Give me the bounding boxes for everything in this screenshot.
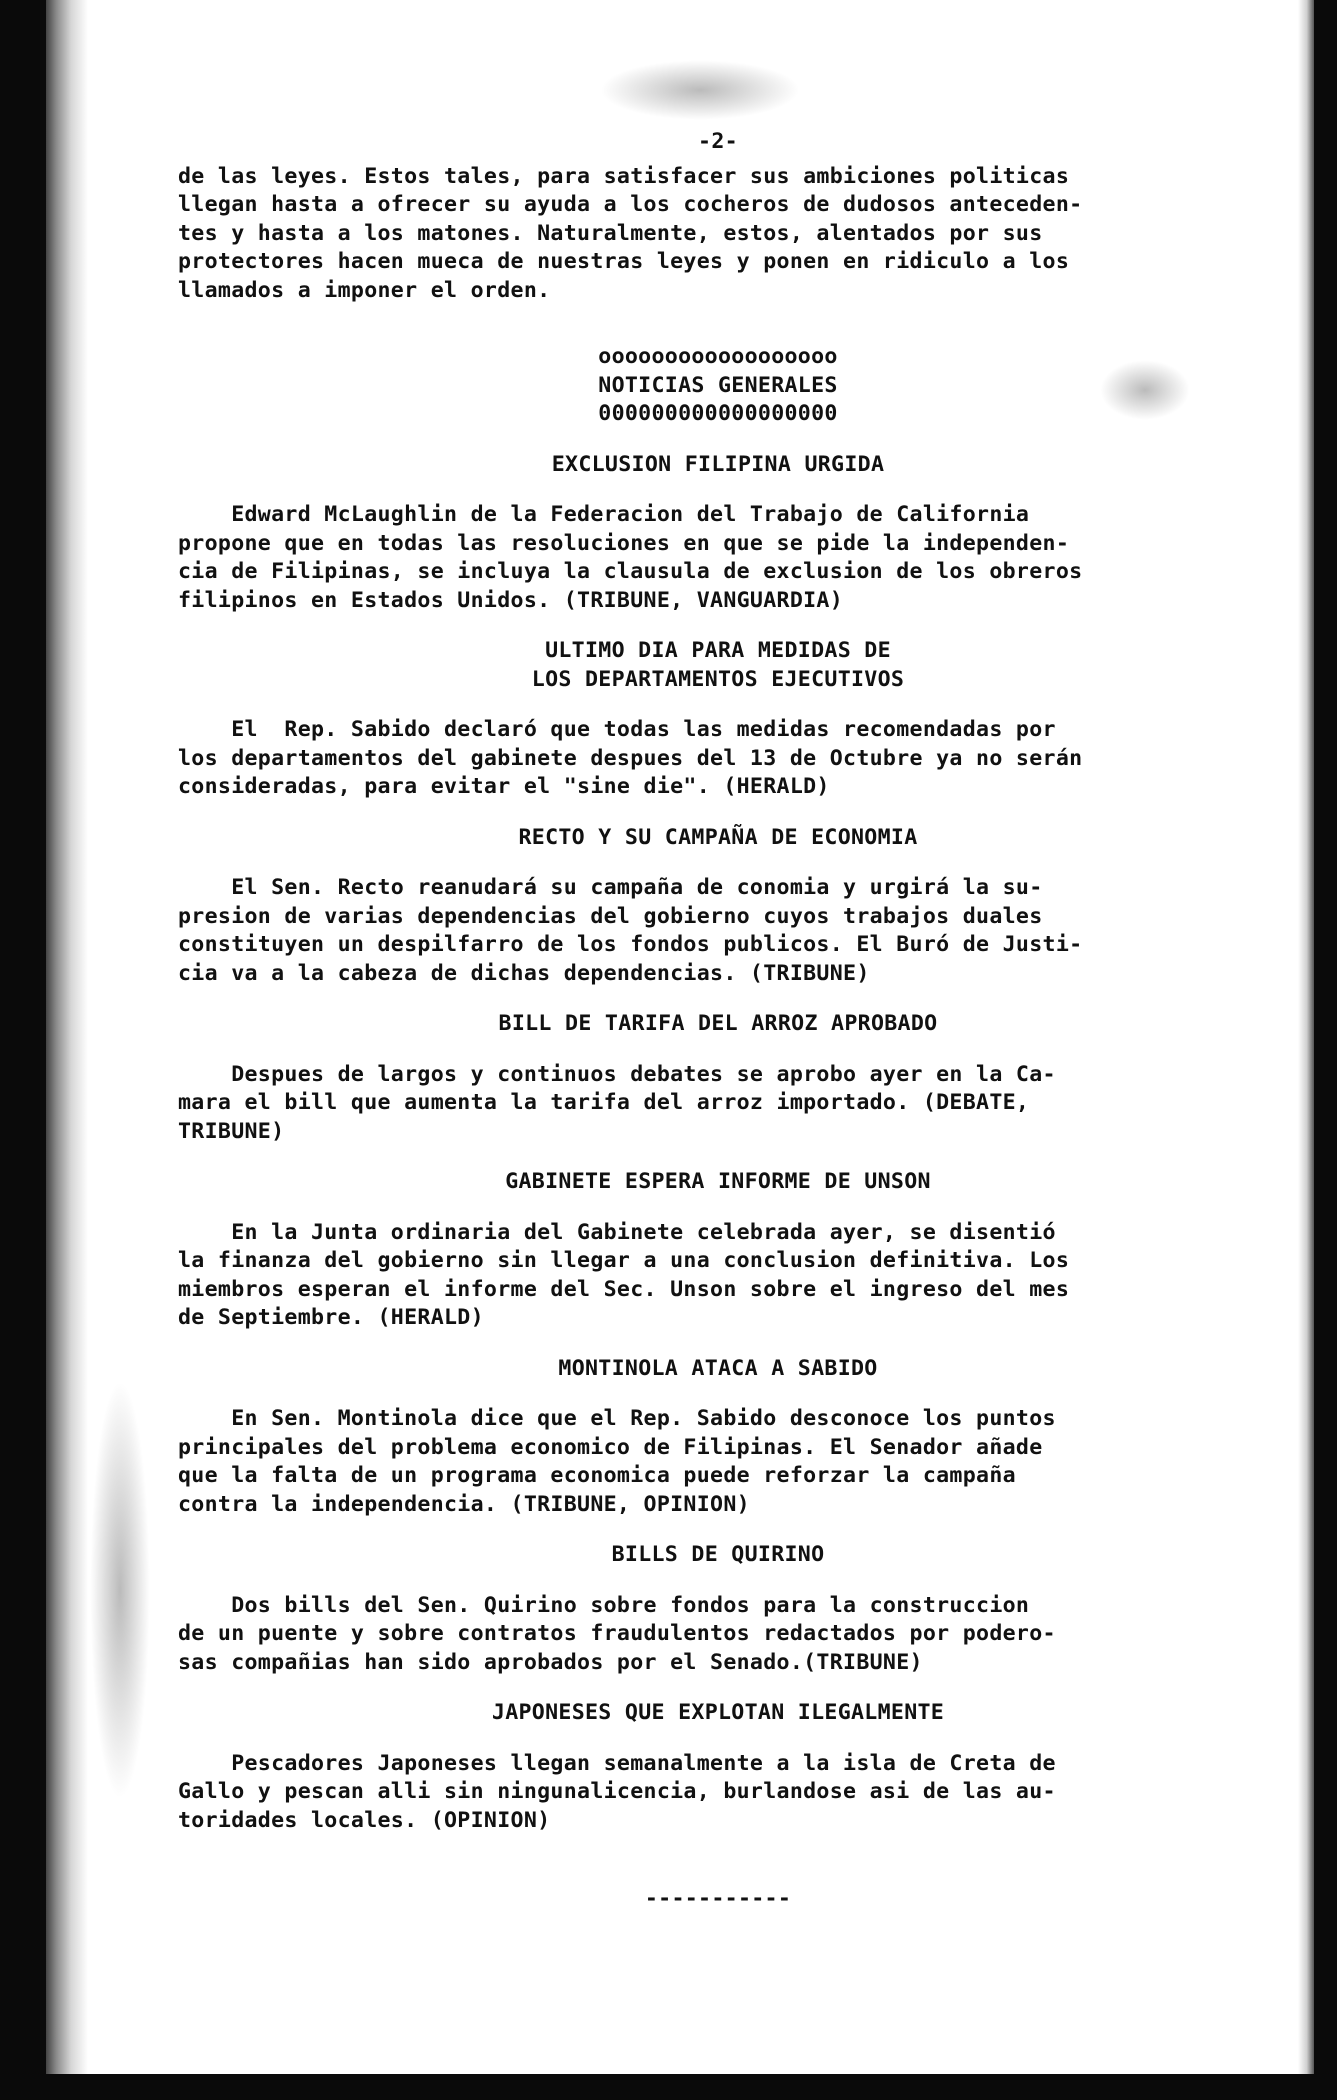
text-line: Edward McLaughlin de la Federacion del Trabajo de California <box>178 502 1030 527</box>
text-line: los departamentos del gabinete despues del 13 de Octubre ya no serán <box>178 745 1083 771</box>
text-line: propone que en todas las resoluciones en que se pide la independen- <box>178 530 1070 556</box>
text-line: cia de Filipinas, se incluya la clausula de exclusion de los obreros <box>178 559 1083 584</box>
text-line: TRIBUNE) <box>178 1118 285 1144</box>
article-paragraph <box>178 1750 1258 1836</box>
text-line: de Septiembre. (HERALD) <box>178 1305 484 1330</box>
text-line: cia va a la cabeza de dichas dependencias. (TRIBUNE) <box>178 960 870 986</box>
article-headline: GABINETE ESPERA INFORME DE UNSON <box>505 1169 931 1194</box>
article-paragraph <box>178 716 1258 802</box>
article-paragraph <box>178 1219 1258 1333</box>
article-paragraph <box>178 1405 1258 1519</box>
text-line: constituyen un despilfarro de los fondos publicos. El Buró de Justi- <box>178 932 1083 957</box>
page-left-edge-shadow <box>46 0 88 2074</box>
text-line: llegan hasta a ofrecer su ayuda a los cocheros de dudosos anteceden- <box>178 192 1083 217</box>
article-headline: ULTIMO DIA PARA MEDIDAS DE <box>545 638 891 663</box>
text-line: la finanza del gobierno sin llegar a una conclusion definitiva. Los <box>178 1248 1070 1273</box>
article-paragraph <box>178 501 1258 615</box>
page-number: -2- <box>698 129 738 154</box>
text-line: En Sen. Montinola dice que el Rep. Sabido desconoce los puntos <box>178 1406 1056 1431</box>
intro-paragraph <box>178 163 1258 306</box>
section-title: NOTICIAS GENERALES <box>598 372 838 398</box>
document-body <box>178 128 1258 1914</box>
text-line: de las leyes. Estos tales, para satisfacer sus ambiciones politicas <box>178 163 1070 189</box>
text-line: toridades locales. (OPINION) <box>178 1807 551 1833</box>
article-headline: RECTO Y SU CAMPAÑA DE ECONOMIA <box>518 824 918 850</box>
text-line: tes y hasta a los matones. Naturalmente, estos, alentados por sus <box>178 220 1043 246</box>
article-headline: JAPONESES QUE EXPLOTAN ILEGALMENTE <box>491 1700 945 1725</box>
text-line: protectores hacen mueca de nuestras leyes y ponen en ridiculo a los <box>178 249 1070 274</box>
page-right-edge-shadow <box>1298 0 1314 2074</box>
text-line: miembros esperan el informe del Sec. Unson sobre el ingreso del mes <box>178 1276 1070 1302</box>
article-paragraph <box>178 1061 1258 1147</box>
text-line: llamados a imponer el orden. <box>178 277 551 303</box>
text-line: Dos bills del Sen. Quirino sobre fondos para la construccion <box>178 1592 1030 1618</box>
article-headline: BILL DE TARIFA DEL ARROZ APROBADO <box>498 1011 938 1036</box>
section-rule-bottom: 000000000000000000 <box>598 401 838 426</box>
article-headline: BILLS DE QUIRINO <box>611 1542 825 1567</box>
text-line: En la Junta ordinaria del Gabinete celebrada ayer, se disentió <box>178 1219 1056 1245</box>
text-line: principales del problema economico de Filipinas. El Senador añade <box>178 1434 1043 1460</box>
end-rule: ----------- <box>644 1886 792 1911</box>
text-line: sas compañias han sido aprobados por el Senado.(TRIBUNE) <box>178 1649 923 1675</box>
text-line: consideradas, para evitar el "sine die". (HERALD) <box>178 774 830 799</box>
text-line: mara el bill que aumenta la tarifa del arroz importado. (DEBATE, <box>178 1090 1030 1115</box>
text-line: El Rep. Sabido declaró que todas las medidas recomendadas por <box>178 717 1056 742</box>
article-headline: MONTINOLA ATACA A SABIDO <box>558 1355 878 1381</box>
section-rule-top: oooooooooooooooooo <box>598 344 838 369</box>
text-line: Pescadores Japoneses llegan semanalmente a la isla de Creta de <box>178 1750 1056 1776</box>
text-line: presion de varias dependencias del gobierno cuyos trabajos duales <box>178 903 1043 929</box>
text-line: contra la independencia. (TRIBUNE, OPINION) <box>178 1491 750 1517</box>
article-paragraph <box>178 1592 1258 1678</box>
text-line: El Sen. Recto reanudará su campaña de conomia y urgirá la su- <box>178 875 1043 900</box>
article-headline: EXCLUSION FILIPINA URGIDA <box>551 451 885 477</box>
article-paragraph <box>178 874 1258 988</box>
text-line: que la falta de un programa economica puede reforzar la campaña <box>178 1463 1016 1488</box>
article-headline: LOS DEPARTAMENTOS EJECUTIVOS <box>531 666 905 692</box>
text-line: Gallo y pescan alli sin ningunalicencia, burlandose asi de las au- <box>178 1779 1056 1804</box>
text-line: Despues de largos y continuos debates se aprobo ayer en la Ca- <box>178 1061 1056 1087</box>
text-line: de un puente y sobre contratos fraudulentos redactados por podero- <box>178 1621 1056 1646</box>
text-line: filipinos en Estados Unidos. (TRIBUNE, VANGUARDIA) <box>178 587 844 613</box>
